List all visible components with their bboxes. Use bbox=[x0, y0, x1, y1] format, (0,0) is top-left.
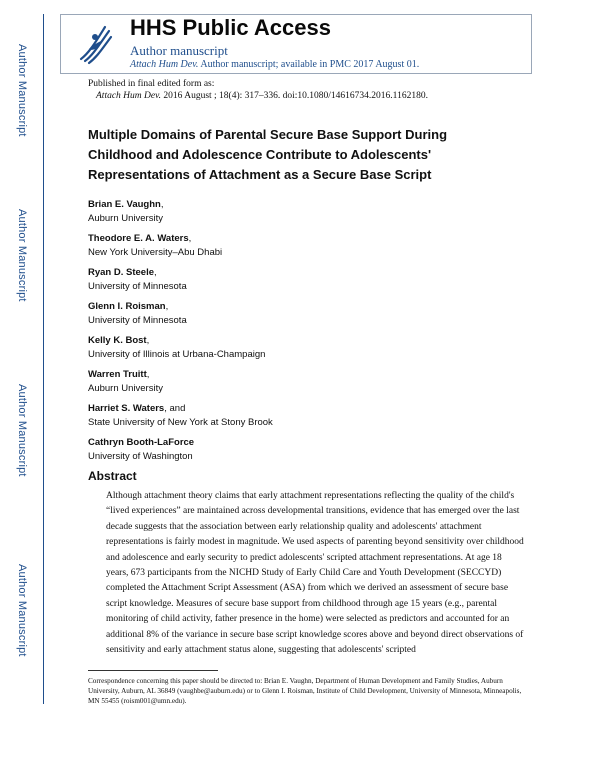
author-suffix: , bbox=[165, 301, 169, 312]
author-suffix: , bbox=[160, 199, 164, 210]
publication-info bbox=[88, 78, 428, 102]
author-entry bbox=[88, 398, 273, 432]
author-manuscript-label: Author manuscript bbox=[130, 43, 228, 58]
author-name: Theodore E. A. Waters bbox=[88, 233, 189, 244]
hhs-eagle-logo-icon bbox=[75, 19, 115, 69]
abstract-heading: Abstract bbox=[88, 469, 137, 483]
author-affiliation: University of Minnesota bbox=[88, 315, 187, 326]
author-entry bbox=[88, 296, 273, 330]
correspondence-footnote: Correspondence concerning this paper should be directed to: Brian E. Vaughn, Department of Human Development and Family Studies, Auburn University, Auburn, AL 36849 (vaughbe@auburn.edu) or to Glenn I. Roisman, Institute of Child Development, University of Minnesota, Minneapolis, MN 55455 (roism001@umn.edu). bbox=[88, 677, 522, 705]
author-suffix: , bbox=[154, 267, 157, 278]
author-affiliation: State University of New York at Stony Brook bbox=[88, 417, 273, 428]
author-entry bbox=[88, 364, 273, 398]
author-name: Kelly K. Bost bbox=[88, 335, 147, 346]
sidebar-rule bbox=[43, 14, 44, 704]
citation-journal: Attach Hum Dev. bbox=[96, 91, 161, 101]
sidebar-label: Author Manuscript bbox=[16, 563, 28, 657]
author-name: Brian E. Vaughn bbox=[88, 199, 161, 210]
author-affiliation: Auburn University bbox=[88, 213, 163, 224]
author-name: Harriet S. Waters bbox=[88, 403, 165, 414]
author-suffix: , and bbox=[164, 403, 186, 414]
author-affiliation: New York University–Abu Dhabi bbox=[88, 247, 223, 258]
author-entry bbox=[88, 228, 273, 262]
author-suffix: , bbox=[146, 335, 150, 346]
publication-citation bbox=[88, 90, 428, 102]
author-entry bbox=[88, 194, 273, 228]
publication-label: Published in final edited form as: bbox=[88, 79, 215, 89]
author-name: Ryan D. Steele bbox=[88, 267, 154, 278]
footnote-divider bbox=[88, 670, 218, 671]
journal-availability bbox=[130, 58, 419, 71]
author-list bbox=[88, 194, 273, 466]
article-title: Multiple Domains of Parental Secure Base Support During Childhood and Adolescence Contribute to Adolescents' Representations of Attachment as a Secure Base Script bbox=[88, 127, 448, 182]
hhs-public-access-title: HHS Public Access bbox=[130, 15, 331, 40]
author-affiliation: University of Illinois at Urbana-Champaign bbox=[88, 349, 266, 360]
sidebar-label: Author Manuscript bbox=[16, 383, 28, 477]
author-affiliation: University of Washington bbox=[88, 451, 193, 462]
author-name: Cathryn Booth-LaForce bbox=[88, 437, 195, 448]
author-affiliation: University of Minnesota bbox=[88, 281, 187, 292]
abstract-body: Although attachment theory claims that early attachment representations reflecting the quality of the child's “lived experiences” are maintained across developmental transitions, evidence that has emerged over the last decade suggests that the association between early relationship quality and adolescents' attachment representations is fairly modest in magnitude. We used aspects of parenting beyond sensitivity over childhood and adolescence and early security to predict adolescents' scripted attachment representations. At age 18 years, 673 participants from the NICHD Study of Early Child Care and Youth Development (SECCYD) completed the Attachment Script Assessment (ASA) from which we derived an assessment of secure base script knowledge. Measures of secure base support from childhood through age 15 years (e.g., parental monitoring of child activity, father presence in the home) were selected as predictors and accounted for an additional 8% of the variance in secure base script knowledge scores above and beyond direct observations of sensitivity and early attachment status alone, suggesting that adolescents' scripted bbox=[106, 491, 524, 656]
author-name: Warren Truitt bbox=[88, 369, 147, 380]
author-entry bbox=[88, 262, 273, 296]
author-suffix: , bbox=[188, 233, 192, 244]
author-suffix: , bbox=[146, 369, 150, 380]
availability-text: Author manuscript; available in PMC 2017 August 01. bbox=[198, 59, 420, 70]
citation-details: 2016 August ; 18(4): 317–336. doi:10.1080/14616734.2016.1162180. bbox=[160, 91, 428, 101]
sidebar-label: Author Manuscript bbox=[16, 208, 28, 302]
author-affiliation: Auburn University bbox=[88, 383, 163, 394]
author-name: Glenn I. Roisman bbox=[88, 301, 166, 312]
sidebar-label: Author Manuscript bbox=[16, 43, 28, 137]
author-entry bbox=[88, 432, 273, 466]
author-entry bbox=[88, 330, 273, 364]
journal-name: Attach Hum Dev. bbox=[130, 59, 199, 70]
